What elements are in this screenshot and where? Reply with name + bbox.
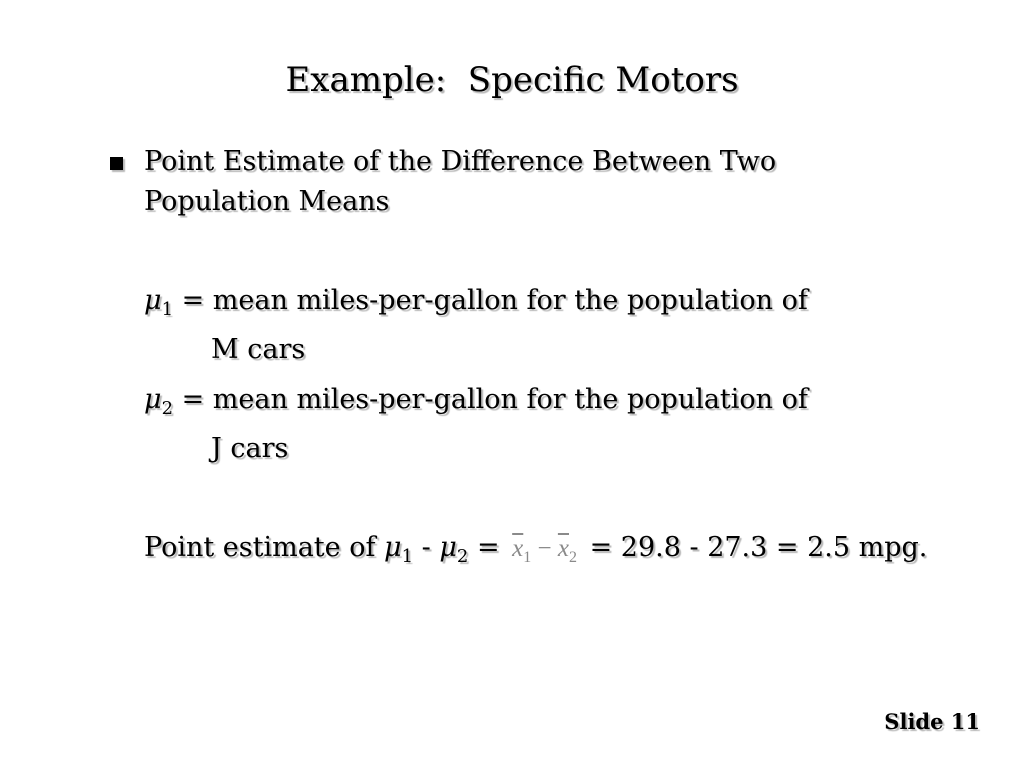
bullet-text-line-1: Point Estimate of the Difference Between Two — [144, 146, 777, 177]
estimate-result: = 29.8 - 27.3 = 2.5 mpg. — [581, 532, 928, 563]
mu-symbol: μ — [144, 285, 162, 316]
mu-symbol: μ — [144, 384, 162, 415]
slide-number: Slide 11 — [884, 709, 980, 734]
mu-subscript: 2 — [456, 546, 469, 567]
bullet-text-line-2: Population Means — [144, 186, 390, 217]
estimate-prefix: Point estimate of — [144, 532, 385, 563]
mu2-definition-text: = mean miles-per-gallon for the population of — [173, 384, 808, 415]
mu1-definition-continuation: M cars — [211, 334, 306, 365]
x-bar-2: $\overline{x}$ — [557, 535, 569, 562]
x-bar-1-subscript: 1 — [523, 549, 532, 566]
x-bar-2-subscript: 2 — [569, 549, 577, 566]
mu1-definition-text: = mean miles-per-gallon for the population of — [173, 285, 808, 316]
mu2-definition — [144, 380, 808, 423]
sample-mean-difference-formula — [512, 529, 577, 572]
mu-subscript: 1 — [161, 299, 174, 320]
mu-subscript: 2 — [161, 398, 174, 419]
formula-minus: − — [531, 535, 558, 562]
square-bullet-icon — [110, 157, 123, 170]
equals-sign: = — [468, 532, 509, 563]
slide-title: Example: Specific Motors — [285, 60, 739, 100]
point-estimate-line — [144, 528, 927, 572]
mu-subscript: 1 — [401, 546, 414, 567]
mu1-definition — [144, 281, 808, 324]
mu2-definition-continuation: J cars — [211, 433, 289, 464]
x-bar-1: $\overline{x}$ — [512, 535, 524, 562]
mu-symbol: μ — [384, 532, 402, 563]
minus-sign: - — [413, 532, 440, 563]
mu-symbol: μ — [439, 532, 457, 563]
